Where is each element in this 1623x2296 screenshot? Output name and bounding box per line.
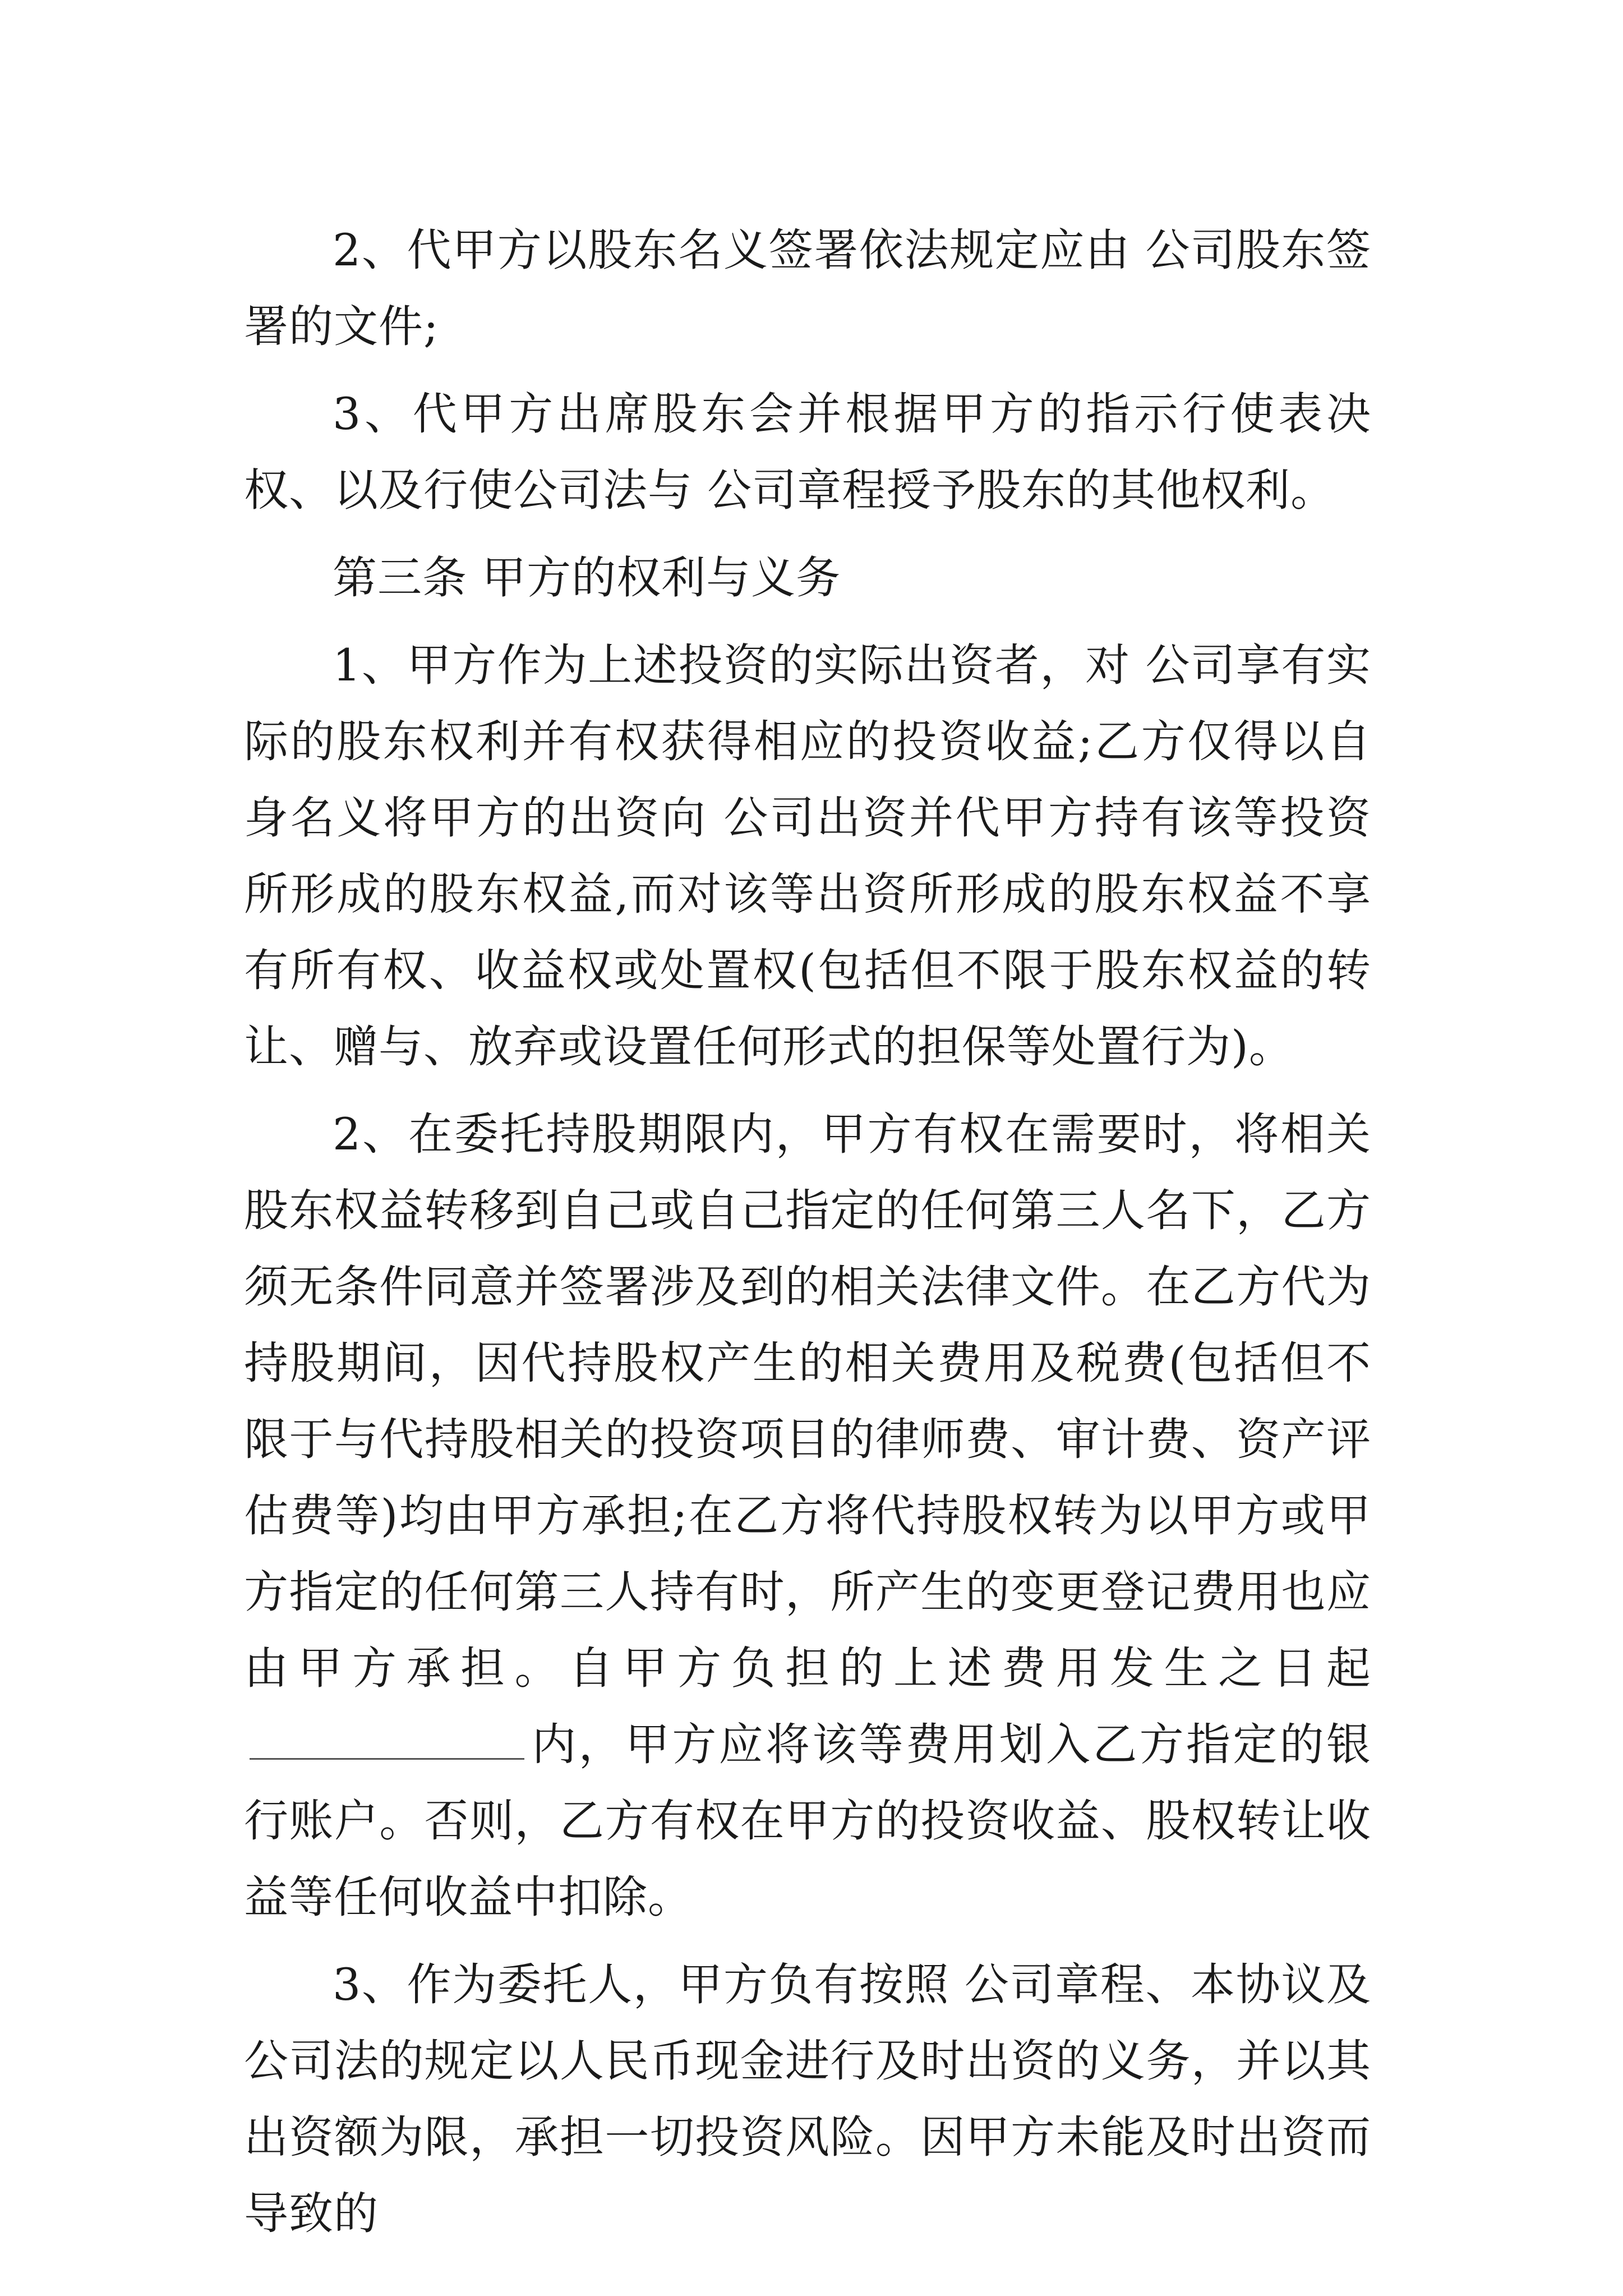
paragraph-clause-2-3: 3、代甲方出席股东会并根据甲方的指示行使表决权、以及行使公司法与 公司章程授予股东的其他权利。 [244, 388, 1371, 516]
paragraph-clause-3-1: 1、甲方作为上述投资的实际出资者，对 公司享有实际的股东权利并有权获得相应的投资收益;乙方仅得以自身名义将甲方的出资向 公司出资并代甲方持有该等投资所形成的股东权益,而对该等出资所形成的股东权益不享有所有权、收益权或处置权(包括但不限于股东权益的转让、赠与、放弃或设置任何形式的担保等处置行为)。 [244, 639, 1371, 1073]
fill-in-blank-line [250, 1719, 524, 1760]
paragraph-gap [244, 1935, 1371, 1947]
paragraph-gap [244, 528, 1371, 540]
paragraph-gap [244, 365, 1371, 376]
document-body [244, 212, 1371, 2252]
paragraph-clause-2-2: 2、代甲方以股东名义签署依法规定应由 公司股东签署的文件; [244, 224, 1371, 352]
paragraph-clause-3-2 [244, 1096, 1371, 1935]
clause-3-2-text-before-blank: 2、在委托持股期限内，甲方有权在需要时，将相关股东权益转移到自己或自己指定的任何第三人名下，乙方须无条件同意并签署涉及到的相关法律文件。在乙方代为持股期间，因代持股权产生的相关费用及税费(包括但不限于与代持股相关的投资项目的律师费、审计费、资产评估费等)均由甲方承担;在乙方将代持股权转为以甲方或甲方指定的任何第三人持有时，所产生的变更登记费用也应由甲方承担。自甲方负担的上述费用发生之日起 [244, 1108, 1371, 1694]
clause-3-2-text-after-blank: 内，甲方应将该等费用划入乙方指定的银行账户。否则，乙方有权在甲方的投资收益、股权转让收益等任何收益中扣除。 [244, 1719, 1371, 1923]
article-3-heading: 第三条 甲方的权利与义务 [333, 552, 841, 604]
paragraph-gap [244, 1085, 1371, 1096]
paragraph-clause-3-3: 3、作为委托人，甲方负有按照 公司章程、本协议及公司法的规定以人民币现金进行及时出资的义务，并以其出资额为限，承担一切投资风险。因甲方未能及时出资而导致的 [244, 1959, 1371, 2239]
paragraph-gap [244, 616, 1371, 627]
